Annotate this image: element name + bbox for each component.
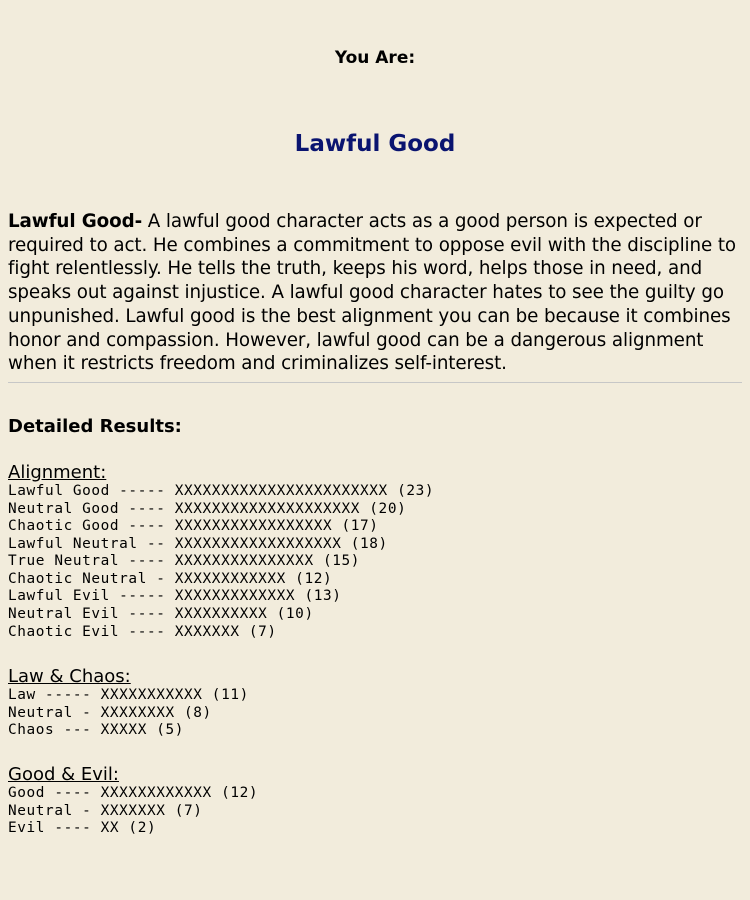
alignment-heading: Alignment: <box>8 461 107 483</box>
law-chaos-heading: Law & Chaos: <box>8 666 131 688</box>
law-chaos-results <box>8 687 742 740</box>
alignment-row-neutral-evil: Neutral Evil ---- XXXXXXXXXX (10) <box>8 606 314 623</box>
law-chaos-section <box>8 667 742 740</box>
section-divider <box>8 382 742 383</box>
alignment-row-lawful-good: Lawful Good ----- XXXXXXXXXXXXXXXXXXXXXXX (23) <box>8 482 435 499</box>
alignment-row-neutral-good: Neutral Good ---- XXXXXXXXXXXXXXXXXXXX (20) <box>8 500 407 517</box>
good-evil-section <box>8 765 742 838</box>
law-row: Law ----- XXXXXXXXXXX (11) <box>8 687 249 704</box>
description-text: A lawful good character acts as a good person is expected or required to act. He combines a commitment to oppose evil with the discipline to fight relentlessly. He tells the truth, keeps his word, helps those in need, and speaks out against injustice. A lawful good character hates to see the guilty go unpunished. Lawful good is the best alignment you can be because it combines honor and compassion. However, lawful good can be a dangerous alignment when it restricts freedom and criminalizes self-interest. <box>8 211 737 375</box>
detailed-results-heading: Detailed Results: <box>8 415 182 437</box>
result-title: Lawful Good <box>294 131 456 157</box>
alignment-row-chaotic-good: Chaotic Good ---- XXXXXXXXXXXXXXXXX (17) <box>8 518 379 535</box>
you-are-label: You Are: <box>334 48 416 68</box>
alignment-row-chaotic-neutral: Chaotic Neutral - XXXXXXXXXXXX (12) <box>8 570 333 587</box>
alignment-row-chaotic-evil: Chaotic Evil ---- XXXXXXX (7) <box>8 623 277 640</box>
alignment-row-true-neutral: True Neutral ---- XXXXXXXXXXXXXXX (15) <box>8 553 361 570</box>
good-row: Good ---- XXXXXXXXXXXX (12) <box>8 785 259 802</box>
law-neutral-row: Neutral - XXXXXXXX (8) <box>8 704 212 721</box>
good-neutral-row: Neutral - XXXXXXX (7) <box>8 802 203 819</box>
good-evil-results <box>8 785 742 838</box>
good-evil-heading: Good & Evil: <box>8 764 119 786</box>
alignment-row-lawful-evil: Lawful Evil ----- XXXXXXXXXXXXX (13) <box>8 588 342 605</box>
result-description <box>8 210 742 376</box>
evil-row: Evil ---- XX (2) <box>8 820 157 837</box>
alignment-results <box>8 483 742 641</box>
alignment-section <box>8 463 742 641</box>
chaos-row: Chaos --- XXXXX (5) <box>8 722 185 739</box>
alignment-row-lawful-neutral: Lawful Neutral -- XXXXXXXXXXXXXXXXXX (18) <box>8 535 388 552</box>
description-lead: Lawful Good- <box>8 211 143 232</box>
